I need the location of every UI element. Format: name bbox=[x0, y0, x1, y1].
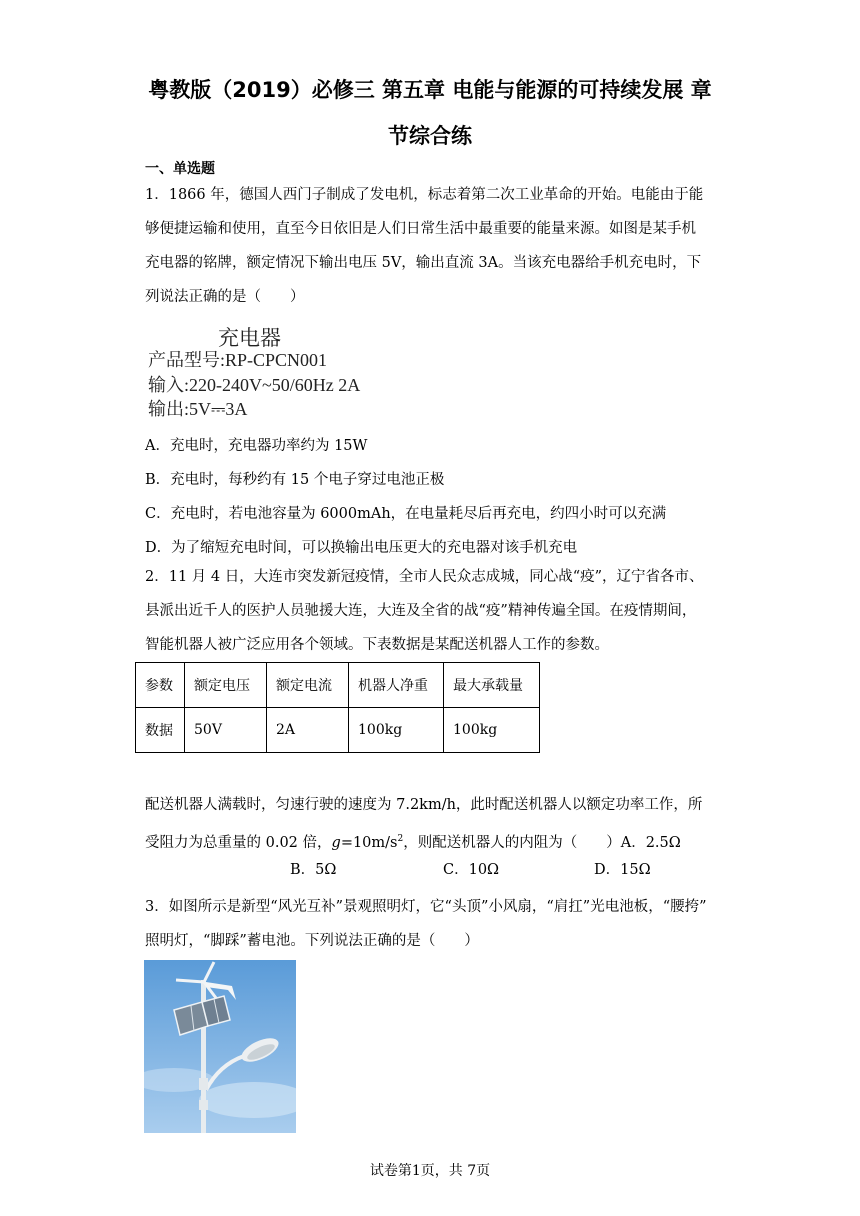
q2-option-c: C．10Ω bbox=[443, 862, 500, 878]
nameplate-title: 充电器 bbox=[218, 326, 281, 350]
table-cell: 100kg bbox=[349, 708, 444, 753]
nameplate-input: 输入:220-240V~50/60Hz 2A bbox=[148, 375, 361, 395]
document-title-line1: 粤教版（2019）必修三 第五章 电能与能源的可持续发展 章 bbox=[148, 78, 712, 102]
q1-line: 充电器的铭牌，额定情况下输出电压 5V，输出直流 3A。当该充电器给手机充电时，下 bbox=[145, 255, 702, 271]
text-fragment: ，则配送机器人的内阻为（ ）A．2.5Ω bbox=[403, 834, 681, 851]
q1-line: 列说法正确的是（ ） bbox=[145, 289, 305, 305]
q1-option-b: B．充电时，每秒约有 15 个电子穿过电池正极 bbox=[145, 472, 445, 488]
table-header-row bbox=[136, 663, 540, 708]
wind-solar-streetlight-photo bbox=[144, 960, 296, 1133]
text-fragment: 受阻力为总重量的 0.02 倍， bbox=[145, 834, 332, 851]
text-fragment: =10m/s bbox=[340, 834, 398, 851]
table-cell: 额定电流 bbox=[267, 663, 349, 708]
table-cell: 最大承载量 bbox=[444, 663, 540, 708]
question-1-stem bbox=[145, 178, 715, 314]
page-footer: 试卷第1页，共 7页 bbox=[369, 1163, 491, 1179]
q2-line: 智能机器人被广泛应用各个领域。下表数据是某配送机器人工作的参数。 bbox=[145, 637, 609, 653]
question-2-continuation bbox=[145, 788, 715, 860]
table-cell: 额定电压 bbox=[185, 663, 267, 708]
q2-option-d: D．15Ω bbox=[594, 862, 651, 878]
q2-line: 县派出近千人的医护人员驰援大连，大连及全省的战“疫”精神传遍全国。在疫情期间， bbox=[145, 603, 697, 619]
q1-line: 够便捷运输和使用，直至今日依旧是人们日常生活中最重要的能量来源。如图是某手机 bbox=[145, 221, 696, 237]
robot-parameter-table bbox=[135, 662, 540, 753]
q2-after-line1: 配送机器人满载时，匀速行驶的速度为 7.2km/h，此时配送机器人以额定功率工作，所 bbox=[145, 797, 703, 813]
q2-line: 2．11 月 4 日，大连市突发新冠疫情，全市人民众志成城，同心战“疫”，辽宁省各市、 bbox=[145, 569, 704, 585]
table-cell: 参数 bbox=[136, 663, 185, 708]
q2-option-b: B．5Ω bbox=[290, 862, 337, 878]
nameplate-output: 输出:5V⎓3A bbox=[148, 399, 248, 419]
q2-after-line2 bbox=[145, 822, 715, 860]
q1-option-c: C．充电时，若电池容量为 6000mAh，在电量耗尽后再充电，约四小时可以充满 bbox=[145, 506, 667, 522]
table-cell: 100kg bbox=[444, 708, 540, 753]
superscript: 2 bbox=[397, 834, 404, 844]
q3-line: 照明灯，“脚踩”蓄电池。下列说法正确的是（ ） bbox=[145, 933, 479, 949]
question-2-stem bbox=[145, 560, 715, 662]
document-title-line2: 节综合练 bbox=[388, 124, 472, 148]
q1-option-a: A．充电时，充电器功率约为 15W bbox=[145, 438, 368, 454]
symbol-g: g bbox=[331, 834, 341, 851]
q1-option-d: D．为了缩短充电时间，可以换输出电压更大的充电器对该手机充电 bbox=[145, 540, 578, 556]
table-cell: 机器人净重 bbox=[349, 663, 444, 708]
section-heading: 一、单选题 bbox=[145, 161, 215, 177]
question-3-stem bbox=[145, 890, 715, 958]
nameplate-model: 产品型号:RP-CPCN001 bbox=[148, 350, 328, 370]
q1-line: 1．1866 年，德国人西门子制成了发电机，标志着第二次工业革命的开始。电能由于能 bbox=[145, 187, 704, 203]
q3-line: 3．如图所示是新型“风光互补”景观照明灯，它“头顶”小风扇，“肩扛”光电池板，“腰挎” bbox=[145, 899, 707, 915]
table-cell: 50V bbox=[185, 708, 267, 753]
charger-nameplate-image bbox=[146, 322, 406, 422]
table-row bbox=[136, 708, 540, 753]
table-cell: 数据 bbox=[136, 708, 185, 753]
table-cell: 2A bbox=[267, 708, 349, 753]
